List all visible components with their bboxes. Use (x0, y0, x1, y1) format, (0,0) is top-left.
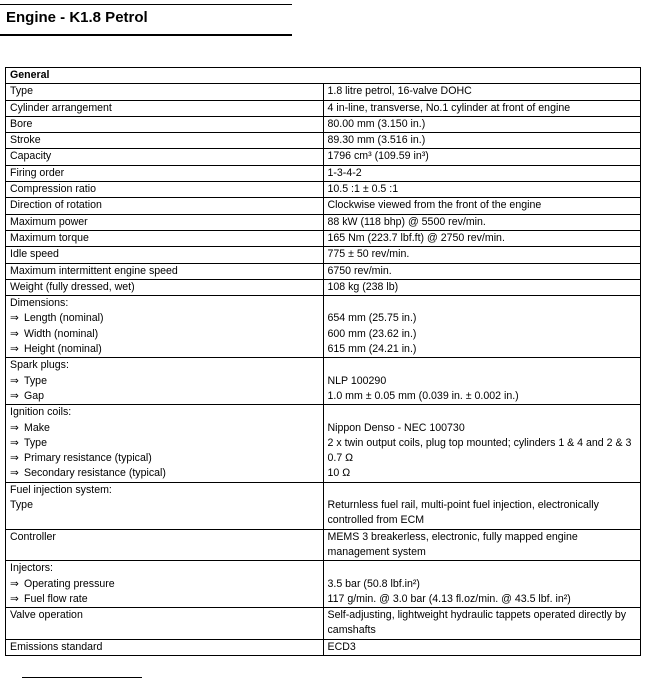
sub-item-label: ⇒ Operating pressure (10, 577, 319, 592)
sub-item-label: ⇒ Type (10, 436, 319, 451)
sub-item-label: ⇒ Primary resistance (typical) (10, 451, 319, 466)
table-row (6, 279, 641, 295)
arrow-icon: ⇒ (10, 421, 19, 434)
table-row-spark-plugs (6, 358, 641, 405)
sub-item-value: 600 mm (23.62 in.) (327, 327, 417, 340)
table-row (6, 247, 641, 263)
row-label: Weight (fully dressed, wet) (6, 279, 324, 295)
sub-item-label: ⇒ Type (10, 374, 319, 389)
group-heading: Dimensions: (10, 297, 69, 310)
row-label: Firing order (6, 165, 324, 181)
table-row-fuel-injection (6, 482, 641, 529)
table-row (6, 84, 641, 100)
row-label: Valve operation (6, 608, 324, 640)
sub-item-label: Type (10, 499, 33, 512)
table-row-ignition-coils (6, 405, 641, 482)
table-row (6, 182, 641, 198)
row-value: 10.5 :1 ± 0.5 :1 (323, 182, 641, 198)
row-label: Idle speed (6, 247, 324, 263)
row-value (323, 296, 641, 358)
arrow-icon: ⇒ (10, 312, 19, 325)
arrow-icon: ⇒ (10, 343, 19, 356)
sub-item-label: ⇒ Width (nominal) (10, 327, 319, 342)
sub-item-label: ⇒ Secondary resistance (typical) (10, 466, 319, 481)
row-label (6, 358, 324, 405)
row-label (6, 296, 324, 358)
arrow-icon: ⇒ (10, 374, 19, 387)
sub-item-label: ⇒ Height (nominal) (10, 342, 319, 357)
row-value (323, 358, 641, 405)
group-heading: Injectors: (10, 562, 53, 575)
row-label: Direction of rotation (6, 198, 324, 214)
table-row-valve (6, 608, 641, 640)
sub-item-value: 2 x twin output coils, plug top mounted; cylinders 1 & 4 and 2 & 3 (327, 436, 632, 449)
group-heading: Ignition coils: (10, 406, 72, 419)
row-label: Emissions standard (6, 639, 324, 655)
table-row (6, 214, 641, 230)
sub-item-value: 0.7 Ω (327, 452, 354, 465)
row-label: Stroke (6, 133, 324, 149)
section-title: General (6, 68, 641, 84)
arrow-icon: ⇒ (10, 389, 19, 402)
arrow-icon: ⇒ (10, 577, 19, 590)
table-section-header (6, 68, 641, 84)
sub-item-label: ⇒ Gap (10, 389, 319, 404)
row-label: Controller (6, 529, 324, 561)
arrow-icon: ⇒ (10, 436, 19, 449)
table-row-injectors (6, 561, 641, 608)
general-rows (6, 84, 641, 296)
footer-rule (22, 677, 142, 678)
row-value: Clockwise viewed from the front of the engine (323, 198, 641, 214)
table-row (6, 116, 641, 132)
row-label: Maximum intermittent engine speed (6, 263, 324, 279)
row-label: Type (6, 84, 324, 100)
row-value: 4 in-line, transverse, No.1 cylinder at front of engine (323, 100, 641, 116)
row-label (6, 561, 324, 608)
row-label (6, 482, 324, 529)
table-row (6, 133, 641, 149)
row-value: 6750 rev/min. (323, 263, 641, 279)
row-value: Self-adjusting, lightweight hydraulic tappets operated directly by camshafts (323, 608, 641, 640)
sub-item-value: 117 g/min. @ 3.0 bar (4.13 fl.oz/min. @ 43.5 lbf. in²) (327, 592, 571, 605)
row-label: Cylinder arrangement (6, 100, 324, 116)
row-value: 88 kW (118 bhp) @ 5500 rev/min. (323, 214, 641, 230)
row-value (323, 561, 641, 608)
sub-item-value: 654 mm (25.75 in.) (327, 312, 417, 325)
sub-item-value: Returnless fuel rail, multi-point fuel injection, electronically controlled from ECM (327, 499, 599, 527)
row-value: ECD3 (323, 639, 641, 655)
sub-item-value: 615 mm (24.21 in.) (327, 343, 417, 356)
group-heading: Spark plugs: (10, 359, 69, 372)
title-rule-bottom (0, 34, 292, 36)
row-value (323, 482, 641, 529)
arrow-icon: ⇒ (10, 467, 19, 480)
group-heading: Fuel injection system: (10, 483, 112, 496)
spec-table (5, 67, 641, 656)
table-row (6, 263, 641, 279)
sub-item-label: ⇒ Length (nominal) (10, 311, 319, 326)
sub-item-label: ⇒ Make (10, 421, 319, 436)
table-row (6, 198, 641, 214)
sub-item-value: NLP 100290 (327, 374, 387, 387)
table-row (6, 230, 641, 246)
row-label: Bore (6, 116, 324, 132)
table-row-controller (6, 529, 641, 561)
row-label: Maximum power (6, 214, 324, 230)
arrow-icon: ⇒ (10, 592, 19, 605)
sub-item-value: 10 Ω (327, 467, 351, 480)
row-value: 1.8 litre petrol, 16-valve DOHC (323, 84, 641, 100)
sub-item-label: ⇒ Fuel flow rate (10, 592, 319, 607)
row-value: 89.30 mm (3.516 in.) (323, 133, 641, 149)
row-value: 1-3-4-2 (323, 165, 641, 181)
arrow-icon: ⇒ (10, 452, 19, 465)
row-value: 108 kg (238 lb) (323, 279, 641, 295)
row-value: 80.00 mm (3.150 in.) (323, 116, 641, 132)
table-row-dimensions (6, 296, 641, 358)
sub-item-value: 3.5 bar (50.8 lbf.in²) (327, 577, 420, 590)
table-row (6, 100, 641, 116)
arrow-icon: ⇒ (10, 327, 19, 340)
row-value: 165 Nm (223.7 lbf.ft) @ 2750 rev/min. (323, 230, 641, 246)
row-label (6, 405, 324, 482)
row-label: Maximum torque (6, 230, 324, 246)
table-row (6, 149, 641, 165)
table-row-emissions (6, 639, 641, 655)
title-rule-top (0, 4, 292, 5)
page-title: Engine - K1.8 Petrol (6, 9, 148, 26)
row-value (323, 405, 641, 482)
table-row (6, 165, 641, 181)
row-value: 775 ± 50 rev/min. (323, 247, 641, 263)
row-label: Capacity (6, 149, 324, 165)
sub-item-value: 1.0 mm ± 0.05 mm (0.039 in. ± 0.002 in.) (327, 389, 519, 402)
row-label: Compression ratio (6, 182, 324, 198)
sub-item-value: Nippon Denso - NEC 100730 (327, 421, 465, 434)
row-value: MEMS 3 breakerless, electronic, fully mapped engine management system (323, 529, 641, 561)
row-value: 1796 cm³ (109.59 in³) (323, 149, 641, 165)
